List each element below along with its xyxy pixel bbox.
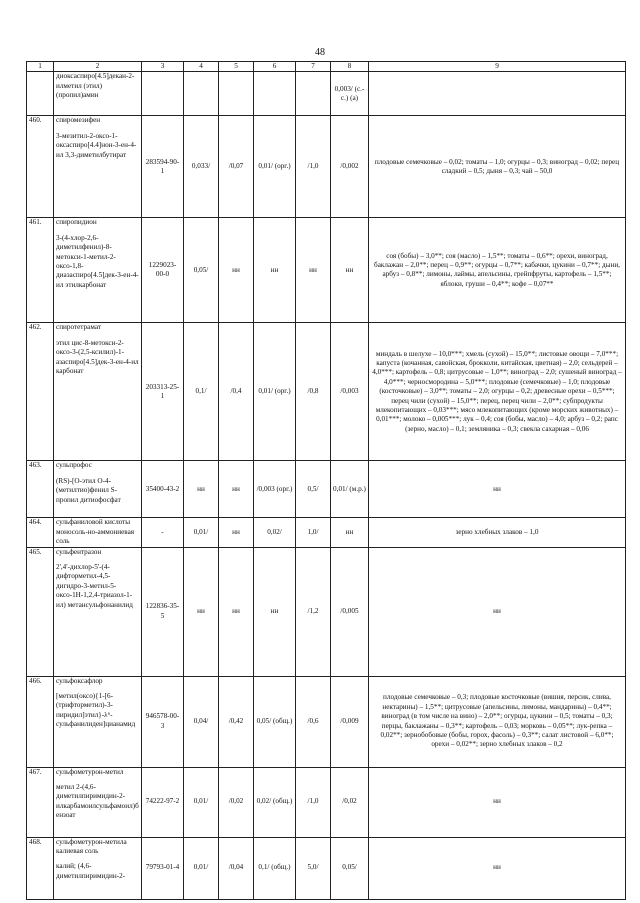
table-row	[27, 116, 626, 218]
row-number: 464.	[27, 518, 54, 547]
value-col-6: нн	[254, 547, 296, 676]
value-col-7: /0,6	[296, 676, 331, 767]
column-header-row	[27, 62, 626, 72]
substance-title: сульпрофос	[56, 461, 92, 470]
value-col-4: 0,1/	[184, 323, 219, 461]
value-col-4: нн	[184, 547, 219, 676]
value-col-6: 0,02/	[254, 518, 296, 547]
residue-limits: нн	[369, 837, 626, 899]
cas-number: 122836-35-5	[142, 547, 184, 676]
substance-chemical-name: 2',4'-дихлор-5'-(4-дифторметил-4,5-дигидро-3-метил-5-оксо-1Н-1,2,4-триазол-1-ил) метансульфонанилид	[56, 563, 133, 609]
value-col-6	[254, 72, 296, 116]
value-col-7: 5,0/	[296, 837, 331, 899]
cas-number: 283594-90-1	[142, 116, 184, 218]
substance-cell	[54, 767, 142, 837]
value-col-7: /1,2	[296, 547, 331, 676]
row-number: 462.	[27, 323, 54, 461]
value-col-5: /0,04	[219, 837, 254, 899]
substance-cell	[54, 72, 142, 116]
substance-title: спиромезифен	[56, 116, 101, 125]
substance-cell	[54, 218, 142, 323]
column-header: 9	[369, 62, 626, 72]
value-col-4: 0,033/	[184, 116, 219, 218]
value-col-8: 0,05/	[331, 837, 369, 899]
value-col-8: 0,01/ (м.р.)	[331, 461, 369, 518]
column-header: 1	[27, 62, 54, 72]
value-col-8: нн	[331, 218, 369, 323]
value-col-6: 0,01/ (орг.)	[254, 323, 296, 461]
value-col-5: нн	[219, 547, 254, 676]
value-col-4: 0,01/	[184, 767, 219, 837]
substance-chemical-name: 3-(4-хлор-2,6-диметилфенил)-8-метокси-1-метил-2-оксо-1,8-диазаспиро[4.5]дек-3-ен-4-ил этилкарбонат	[56, 233, 139, 289]
value-col-8: 0,003/ (с.-с.) (а)	[331, 72, 369, 116]
value-col-8: /0,009	[331, 676, 369, 767]
table-row	[27, 676, 626, 767]
substance-cell	[54, 518, 142, 547]
residue-limits	[369, 72, 626, 116]
value-col-8: /0,002	[331, 116, 369, 218]
column-header: 7	[296, 62, 331, 72]
substance-title: сульфаниловой кислоты моносоль-но-аммониевая соль	[56, 518, 135, 546]
value-col-7: /0,8	[296, 323, 331, 461]
residue-limits: нн	[369, 547, 626, 676]
value-col-7: /1,0	[296, 116, 331, 218]
table-row	[27, 323, 626, 461]
value-col-8: /0,02	[331, 767, 369, 837]
table-row	[27, 547, 626, 676]
column-header: 8	[331, 62, 369, 72]
row-number: 460.	[27, 116, 54, 218]
row-number: 463.	[27, 461, 54, 518]
value-col-4: 0,01/	[184, 837, 219, 899]
cas-number: -	[142, 518, 184, 547]
value-col-7: 1,0/	[296, 518, 331, 547]
row-number	[27, 72, 54, 116]
residue-limits: зерно хлебных злаков – 1,0	[369, 518, 626, 547]
substance-title: спиропидион	[56, 218, 97, 227]
residue-limits: нн	[369, 767, 626, 837]
row-number: 465.	[27, 547, 54, 676]
value-col-4	[184, 72, 219, 116]
residue-limits: миндаль в шелухе – 10,0***; хмель (сухой) – 15,0**; листовые овощи – 7,0***; капуста (кочанная, савойская, брокколи, китайская, цветная) – 2,0; сельдерей – 4,0***; картофель – 0,8; цитрусовые – 1,0**; виноград – 2,0; сушеный виноград – 4,0***; черносмородина – 5,0***; плодовые (семечковые) – 1,0; плодовые (косточковые) – 3,0**; томаты – 2,0; огурцы – 0,2; древесные орехи – 0,5***; перец чили (сухой) – 15,0**; перец, перец чили – 2,0**; субпродукты млекопитающих – 0,03***; мясо млекопитающих (кроме морских животных) – 0,01***; молоко – 0,005***; лук – 0,4; соя (бобы, масло) – 4,0; арбуз – 0,2; рапс (зерно, масло) – 0,1; земляника – 0,3; свекла сахарная – 0,06	[369, 323, 626, 461]
substance-title: сульфоксафлор	[56, 676, 103, 685]
value-col-7: 0,5/	[296, 461, 331, 518]
cas-number	[142, 72, 184, 116]
value-col-8: нн	[331, 518, 369, 547]
residue-limits: нн	[369, 461, 626, 518]
value-col-5: нн	[219, 218, 254, 323]
value-col-4: 0,05/	[184, 218, 219, 323]
residue-limits: плодовые семечковые – 0,02; томаты – 1,0; огурцы – 0,3; виноград – 0,02; перец сладкий – 0,5; дыня – 0,3; чай – 50,0	[369, 116, 626, 218]
value-col-6: 0,01/ (орг.)	[254, 116, 296, 218]
cas-number: 35400-43-2	[142, 461, 184, 518]
value-col-8: /0,005	[331, 547, 369, 676]
value-col-4: 0,04/	[184, 676, 219, 767]
substance-cell	[54, 323, 142, 461]
column-header: 5	[219, 62, 254, 72]
table-row	[27, 218, 626, 323]
substance-chemical-name: этил цис-8-метокси-2-оксо-3-(2,5-ксилил)-1-азаспиро[4.5]дек-3-ен-4-ил карбонат	[56, 338, 139, 376]
table-row	[27, 461, 626, 518]
value-col-5: /0,07	[219, 116, 254, 218]
value-col-5: /0,4	[219, 323, 254, 461]
cas-number: 1229023-00-0	[142, 218, 184, 323]
value-col-5: нн	[219, 461, 254, 518]
row-number: 466.	[27, 676, 54, 767]
substance-chemical-name: калий; (4,6-диметилпиримидин-2-	[56, 862, 126, 880]
substance-chemical-name: (RS)-[О-этил О-4-(метилтио)фенил S-пропил дитиофосфат	[56, 476, 121, 504]
substance-table	[26, 61, 626, 900]
value-col-6: 0,1/ (общ.)	[254, 837, 296, 899]
value-col-7: /1,0	[296, 767, 331, 837]
value-col-4: 0,01/	[184, 518, 219, 547]
cas-number: 203313-25-1	[142, 323, 184, 461]
table-row	[27, 72, 626, 116]
page-number: 48	[315, 47, 325, 58]
substance-chemical-name: 3-мезитил-2-оксо-1-оксаспиро[4.4]нон-3-ен-4-ил 3,3-диметилбутират	[56, 131, 137, 159]
cas-number: 74222-97-2	[142, 767, 184, 837]
value-col-6: нн	[254, 218, 296, 323]
value-col-7	[296, 72, 331, 116]
substance-cell	[54, 461, 142, 518]
cas-number: 946578-00-3	[142, 676, 184, 767]
column-header: 6	[254, 62, 296, 72]
column-header: 2	[54, 62, 142, 72]
residue-limits: плодовые семечковые – 0,3; плодовые косточковые (вишня, персик, слива, нектарины) – 1,5**; цитрусовые (апельсины, лимоны, мандарины) – 0,4**; виноград (в том числе на вино) – 2,0**; огурцы, цукини – 0,5; томаты – 0,3; перцы, баклажаны – 0,3**; картофель – 0,03; морковь – 0,05**; лук-репка – 0,02**; зернобобовые (бобы, горох, фасоль) – 0,3**; салат листовой – 6,0**; орехи – 0,02**; зерно хлебных злаков – 0,2	[369, 676, 626, 767]
column-header: 3	[142, 62, 184, 72]
substance-cell	[54, 676, 142, 767]
value-col-5: нн	[219, 518, 254, 547]
value-col-5: /0,02	[219, 767, 254, 837]
table-row	[27, 837, 626, 899]
substance-chemical-name: [метил(оксо){1-[6-(трифторметил)-3-пиридил]этил}-λ⁶-сульфанилиден]цианамид	[56, 692, 136, 729]
substance-cell	[54, 837, 142, 899]
column-header: 4	[184, 62, 219, 72]
substance-cell	[54, 116, 142, 218]
value-col-6: 0,05/ (общ.)	[254, 676, 296, 767]
value-col-6: 0,02/ (общ.)	[254, 767, 296, 837]
substance-cell	[54, 547, 142, 676]
value-col-6: /0,003 (орг.)	[254, 461, 296, 518]
substance-title: сульфентразон	[56, 547, 102, 556]
substance-title: сульфометурон-метил	[56, 767, 124, 776]
substance-chemical-name: диоксаспиро[4.5]декан-2-илметил (этил)(пропил)амин	[56, 72, 135, 100]
table-row	[27, 518, 626, 547]
row-number: 461.	[27, 218, 54, 323]
value-col-5	[219, 72, 254, 116]
table-row	[27, 767, 626, 837]
value-col-8: /0,003	[331, 323, 369, 461]
substance-title: сульфометурон-метила калиевая соль	[56, 837, 127, 856]
substance-chemical-name: метил 2-(4,6-диметилпиримидин-2-илкарбамоилсульфамоил)бензоат	[56, 783, 139, 820]
row-number: 468.	[27, 837, 54, 899]
row-number: 467.	[27, 767, 54, 837]
cas-number: 79793-01-4	[142, 837, 184, 899]
residue-limits: соя (бобы) – 3,0**; соя (масло) – 1,5**; томаты – 0,6**; орехи, виноград, баклажан – 2,0**; перец – 0,9**; огурцы – 0,7**; кабачки, цукини – 0,7**; дыни, арбуз – 0,8**; лимоны, лаймы, апельсины, грейпфруты, картофель – 1,5**; яблоки, груши – 0,4**; кофе – 0,07**	[369, 218, 626, 323]
value-col-4: нн	[184, 461, 219, 518]
substance-title: спиротетрамат	[56, 323, 101, 332]
value-col-7: нн	[296, 218, 331, 323]
value-col-5: /0,42	[219, 676, 254, 767]
